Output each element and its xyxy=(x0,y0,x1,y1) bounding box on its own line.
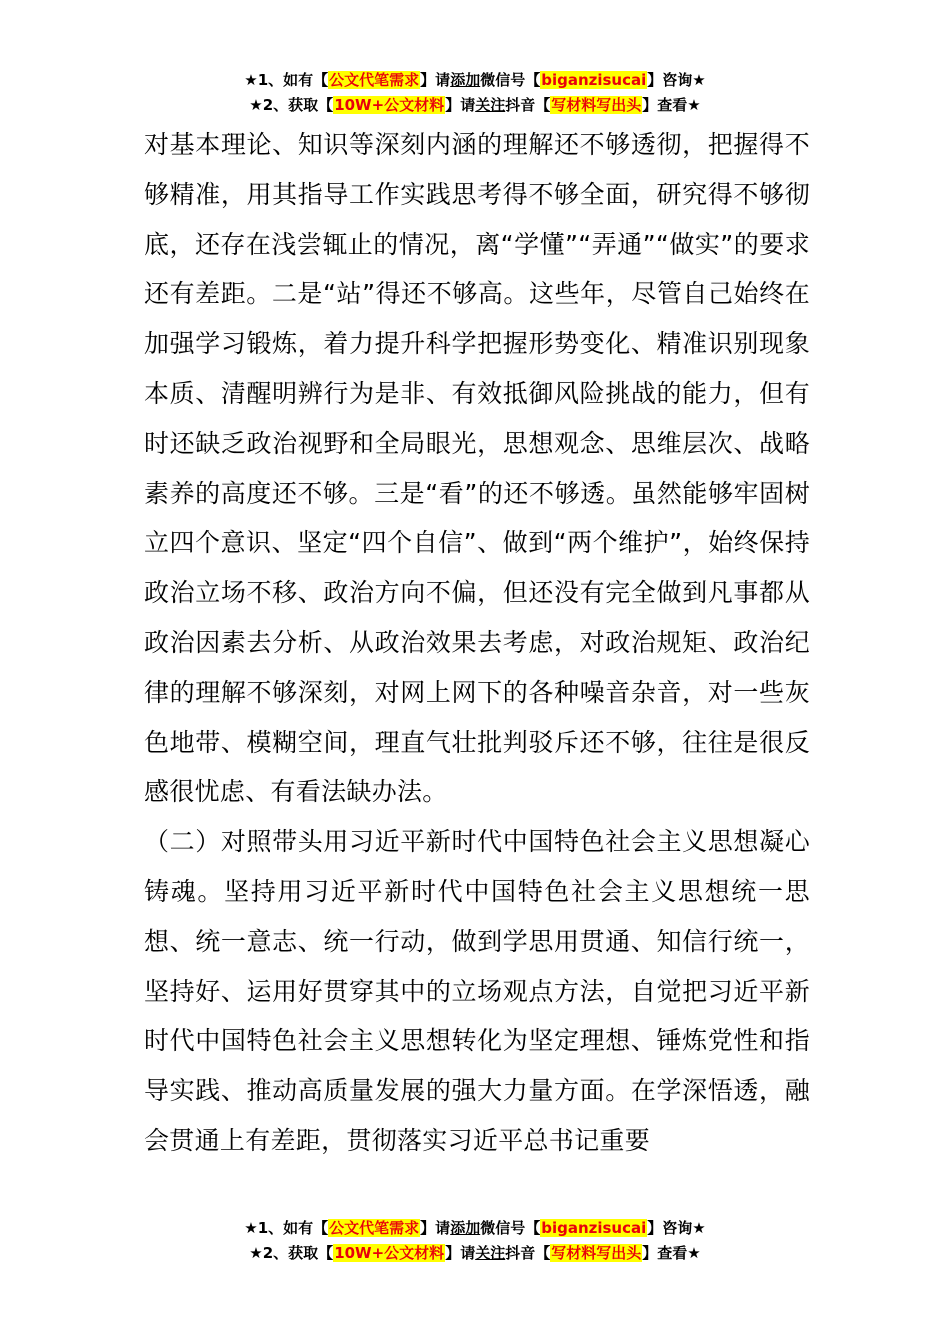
promo-highlight: biganzisucai xyxy=(541,71,647,89)
promo-text: 微信号【 xyxy=(480,1219,541,1237)
promo-highlight: 10W+公文材料 xyxy=(334,96,445,114)
promo-highlight: 公文代笔需求 xyxy=(329,1219,420,1237)
promo-text: ★1、如有【 xyxy=(244,71,329,89)
promo-text: ★1、如有【 xyxy=(244,1219,329,1237)
promo-highlight: 写材料写出头 xyxy=(551,96,642,114)
promo-text: 】查看★ xyxy=(642,1244,701,1262)
promo-text: 】咨询★ xyxy=(647,1219,706,1237)
promo-text: 抖音【 xyxy=(505,1244,551,1262)
promo-text: 】请 xyxy=(420,71,451,89)
promo-highlight: 公文代笔需求 xyxy=(329,71,420,89)
promo-text: ★2、获取【 xyxy=(249,1244,334,1262)
promo-text: 】请 xyxy=(420,1219,451,1237)
promo-text: 】咨询★ xyxy=(647,71,706,89)
promo-underlined-text: 关注 xyxy=(475,1244,506,1262)
promo-text: 抖音【 xyxy=(505,96,551,114)
promo-highlight: biganzisucai xyxy=(541,1219,647,1237)
promo-text: 】请 xyxy=(445,96,476,114)
promo-underlined-text: 关注 xyxy=(475,96,506,114)
header-promo-banner xyxy=(0,68,950,118)
promo-line-2 xyxy=(0,93,950,118)
promo-highlight: 写材料写出头 xyxy=(551,1244,642,1262)
promo-underlined-text: 添加 xyxy=(450,71,481,89)
promo-line-2 xyxy=(0,1241,950,1266)
promo-highlight: 10W+公文材料 xyxy=(334,1244,445,1262)
promo-text: 】查看★ xyxy=(642,96,701,114)
promo-text: 】请 xyxy=(445,1244,476,1262)
footer-promo-banner xyxy=(0,1216,950,1266)
document-body xyxy=(144,120,810,1166)
promo-text: ★2、获取【 xyxy=(249,96,334,114)
promo-text: 微信号【 xyxy=(480,71,541,89)
body-paragraph-2: （二）对照带头用习近平新时代中国特色社会主义思想凝心铸魂。坚持用习近平新时代中国特色社会主义思想统一思想、统一意志、统一行动，做到学思用贯通、知信行统一，坚持好、运用好贯穿其中的立场观点方法，自觉把习近平新时代中国特色社会主义思想转化为坚定理想、锤炼党性和指导实践、推动高质量发展的强大力量方面。在学深悟透，融会贯通上有差距，贯彻落实习近平总书记重要 xyxy=(144,827,810,1155)
promo-line-1 xyxy=(0,68,950,93)
promo-underlined-text: 添加 xyxy=(450,1219,481,1237)
body-paragraph-1: 对基本理论、知识等深刻内涵的理解还不够透彻，把握得不够精准，用其指导工作实践思考得不够全面，研究得不够彻底，还存在浅尝辄止的情况，离“学懂”“弄通”“做实”的要求还有差距。二是“站”得还不够高。这些年，尽管自己始终在加强学习锻炼，着力提升科学把握形势变化、精准识别现象本质、清醒明辨行为是非、有效抵御风险挑战的能力，但有时还缺乏政治视野和全局眼光，思想观念、思维层次、战略素养的高度还不够。三是“看”的还不够透。虽然能够牢固树立四个意识、坚定“四个自信”、做到“两个维护”，始终保持政治立场不移、政治方向不偏，但还没有完全做到凡事都从政治因素去分析、从政治效果去考虑，对政治规矩、政治纪律的理解不够深刻，对网上网下的各种噪音杂音，对一些灰色地带、模糊空间，理直气壮批判驳斥还不够，往往是很反感很忧虑、有看法缺办法。 xyxy=(144,130,810,807)
promo-line-1 xyxy=(0,1216,950,1241)
